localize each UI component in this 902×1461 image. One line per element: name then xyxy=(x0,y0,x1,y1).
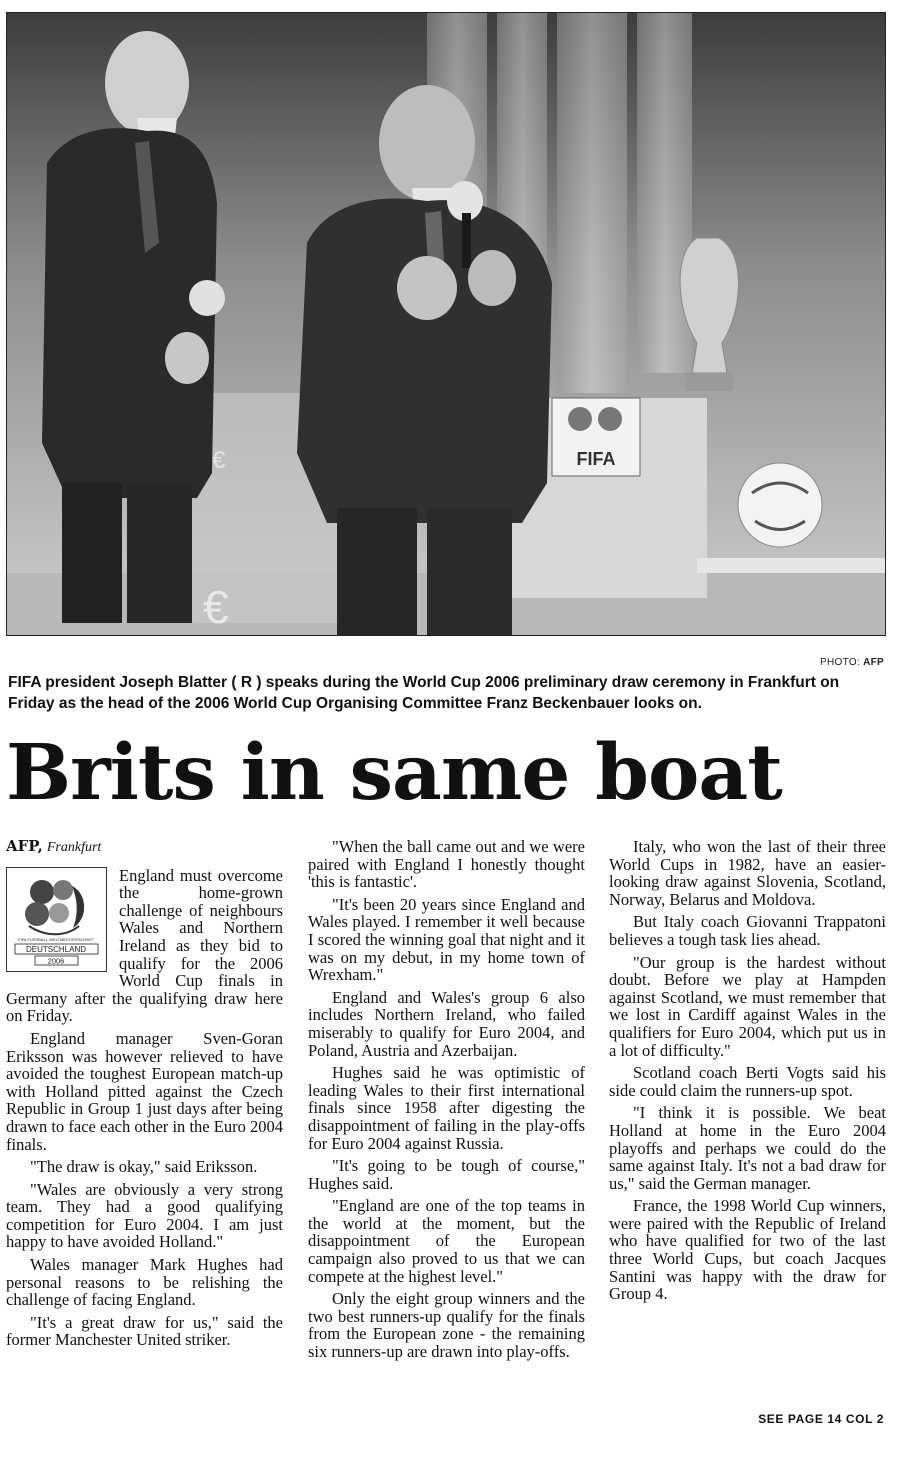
news-photo xyxy=(6,12,886,636)
paragraph: France, the 1998 World Cup winners, were paired with the Republic of Ireland who have qualified for two of the last three World Cups, but coach Jacques Santini was happy with the draw for Group 4. xyxy=(609,1196,886,1304)
paragraph: "It's a great draw for us," said the former Manchester United striker. xyxy=(6,1312,283,1350)
article-column-1 xyxy=(6,838,283,1354)
svg-text:€: € xyxy=(203,581,229,633)
byline xyxy=(6,838,283,857)
paragraph: But Italy coach Giovanni Trappatoni believes a tough task lies ahead. xyxy=(609,912,886,949)
article-column-3 xyxy=(609,838,886,1308)
paragraph: England manager Sven-Goran Eriksson was however relieved to have avoided the toughest European match-up with Holland pitted against the Czech Republic in Group 1 just days after being drawn to face each other in the Euro 2004 finals. xyxy=(6,1028,283,1154)
byline-agency: AFP, xyxy=(6,837,43,855)
paragraph: "Wales are obviously a very strong team. They had a good qualifying competition for Euro 2004. I am just happy to have avoided Holland." xyxy=(6,1179,283,1252)
photo-credit xyxy=(820,657,884,668)
paragraph: "It's been 20 years since England and Wales played. I remember it well because I scored the winning goal that night and it was on my debut, in my home town of Wrexham." xyxy=(308,894,585,985)
photo-credit-source: AFP xyxy=(863,657,884,668)
continuation-note: SEE PAGE 14 COL 2 xyxy=(758,1412,884,1426)
podium-fifa-text: FIFA xyxy=(576,449,616,469)
paragraph: England must overcome the home-grown challenge of neighbours Wales and Northern Ireland as they bid to qualify for the 2006 World Cup finals in Germany after the qualifying draw here on Friday. xyxy=(6,865,283,1026)
paragraph: "The draw is okay," said Eriksson. xyxy=(30,1157,258,1177)
logo-text-main: DEUTSCHLAND xyxy=(25,944,87,954)
headline: Brits in same boat xyxy=(6,728,782,818)
paragraph: "It's going to be tough of course," Hughes said. xyxy=(308,1156,585,1193)
svg-text:€: € xyxy=(212,447,226,474)
paragraph: England and Wales's group 6 also includes Northern Ireland, who failed miserably to qualify for Euro 2004, and Poland, Austria and Azerbaijan. xyxy=(308,987,585,1060)
article-column-2 xyxy=(308,838,585,1366)
paragraph: "I think it is possible. We beat Holland at home in the Euro 2004 playoffs and perhaps we could do the same against Italy. It's not a bad draw for us," said the German manager. xyxy=(609,1103,886,1193)
paragraph: Italy, who won the last of their three World Cups in 1982, have an easier-looking draw against Slovenia, Scotland, Norway, Belarus and Moldova. xyxy=(609,837,886,909)
paragraph: Hughes said he was optimistic of leading Wales to their first international finals since 1958 after digesting the disappointment of failing in the play-offs for Euro 2004 against Russia. xyxy=(308,1063,585,1153)
paragraph: "Our group is the hardest without doubt. Before we play at Hampden against Scotland, we must remember that we lost in Cardiff against Wales in the qualifiers for Euro 2004, which put us in a lot of difficulty." xyxy=(609,952,886,1060)
paragraph: Only the eight group winners and the two best runners-up qualify for the finals from the European zone - the remaining six runners-up are drawn into play-offs. xyxy=(308,1289,585,1362)
byline-dateline: Frankfurt xyxy=(46,840,102,855)
paragraph: Scotland coach Berti Vogts said his side could claim the runners-up spot. xyxy=(609,1063,886,1100)
logo-text-year: 2006 xyxy=(47,956,65,966)
paragraph: Wales manager Mark Hughes had personal reasons to be relishing the challenge of facing England. xyxy=(6,1255,283,1310)
photo-credit-label: PHOTO: xyxy=(820,657,860,668)
photo-caption: FIFA president Joseph Blatter ( R ) speaks during the World Cup 2006 preliminary draw ceremony in Frankfurt on Friday as the head of the 2006 World Cup Organising Committee Franz Beckenbauer looks on. xyxy=(8,674,840,712)
paragraph: "England are one of the top teams in the world at the moment, but the disappointment of the European campaign also proved to us that we can compete at the highest level." xyxy=(308,1196,585,1286)
logo-text-top: FIFA FUSSBALL-WELTMEISTERSCHAFT xyxy=(18,936,94,942)
world-cup-2006-logo xyxy=(6,867,107,972)
paragraph: "When the ball came out and we were paired with England I honestly thought 'this is fantastic'. xyxy=(308,837,585,892)
